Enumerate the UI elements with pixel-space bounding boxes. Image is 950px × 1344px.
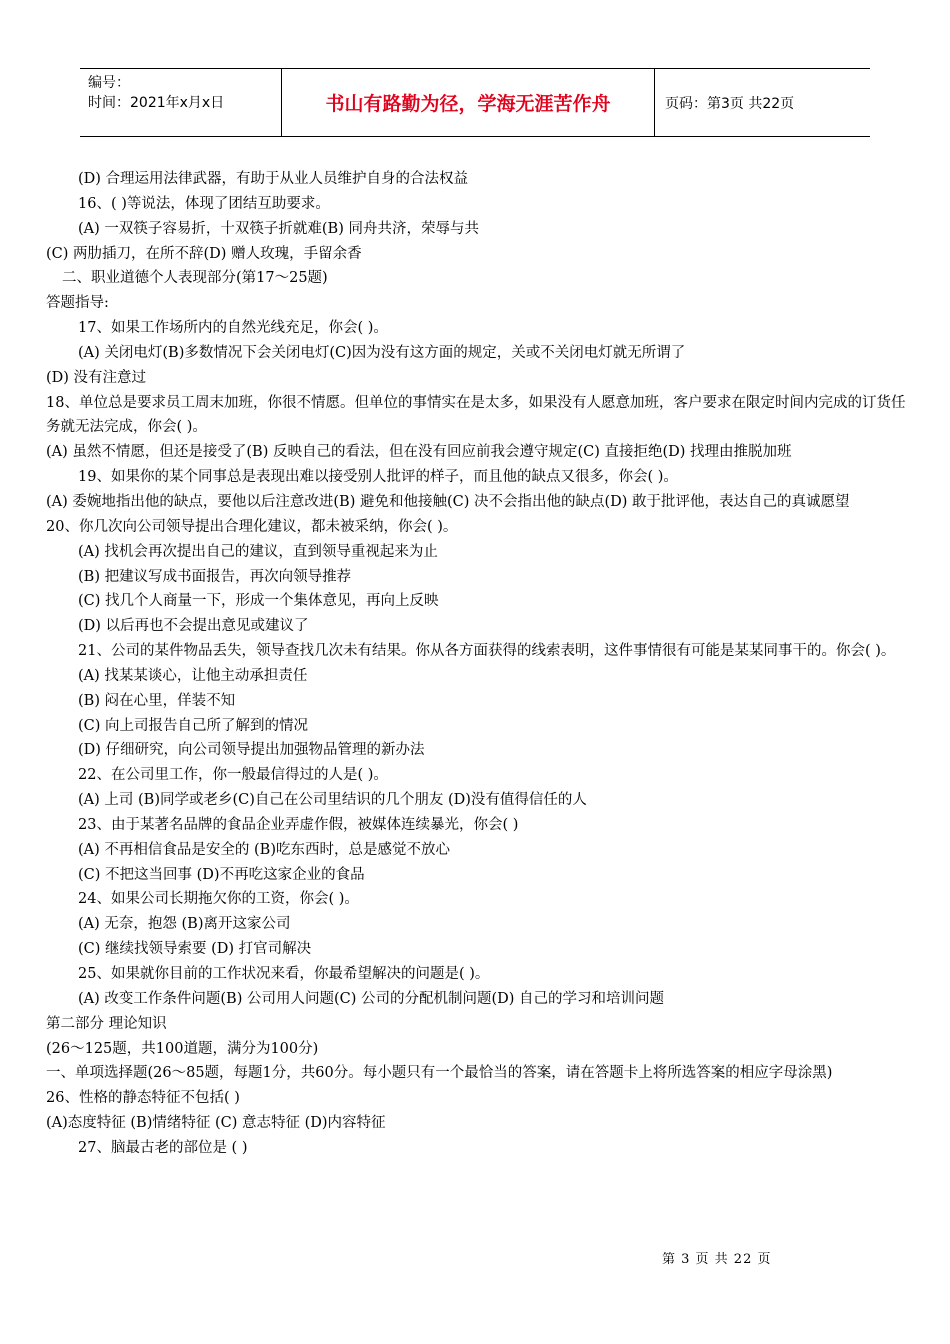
question-27: 27、脑最古老的部位是 ( ) [78,1139,248,1156]
question-21: 21、公司的某件物品丢失，领导查找几次未有结果。你从各方面获得的线索表明，这件事情很有可能是某某同事干的。你会( )。 [78,643,896,660]
option-line: (C) 找几个人商量一下，形成一个集体意见，再向上反映 [78,593,439,610]
header-page-label: 页码：第3页 共22页 [665,95,795,112]
option-line: (A) 找某某谈心，让他主动承担责任 [78,667,308,684]
option-line: (A) 找机会再次提出自己的建议，直到领导重视起来为止 [78,543,438,560]
option-line: (C) 向上司报告自己所了解到的情况 [78,717,309,734]
doc-code-label: 编号： [88,75,130,91]
option-line: (A) 关闭电灯(B)多数情况下会关闭电灯(C)因为没有这方面的规定，关或不关闭电灯就无所谓了 [78,344,686,361]
option-line: (A)态度特征 (B)情绪特征 (C) 意志特征 (D)内容特征 [46,1115,386,1132]
page-footer: 第 3 页 共 22 页 [662,1252,772,1267]
page-header [80,68,870,137]
question-24: 24、如果公司长期拖欠你的工资，你会( )。 [78,891,359,908]
option-line: (A) 一双筷子容易折，十双筷子折就难(B) 同舟共济，荣辱与共 [78,220,479,237]
instruction-label: 答题指导: [46,295,109,312]
option-line: (C) 继续找领导索要 (D) 打官司解决 [78,941,312,958]
option-line: (A) 改变工作条件问题(B) 公司用人问题(C) 公司的分配机制问题(D) 自己的学习和培训问题 [78,990,665,1007]
option-line: (A) 上司 (B)同学或老乡(C)自己在公司里结识的几个朋友 (D)没有值得信任的人 [78,792,587,809]
question-20: 20、你几次向公司领导提出合理化建议，都未被采纳，你会( )。 [46,518,458,535]
question-26: 26、性格的静态特征不包括( ) [46,1090,240,1107]
option-line: (A) 委婉地指出他的缺点，要他以后注意改进(B) 避免和他接触(C) 决不会指出他的缺点(D) 敢于批评他，表达自己的真诚愿望 [46,493,850,510]
option-line: (A) 无奈，抱怨 (B)离开这家公司 [78,916,291,933]
question-25: 25、如果就你目前的工作状况来看，你最希望解决的问题是( )。 [78,966,490,982]
option-line: (B) 把建议写成书面报告，再次向领导推荐 [78,568,352,585]
option-line: (A) 不再相信食品是安全的 (B)吃东西时，总是感觉不放心 [78,841,450,858]
option-line: (A) 虽然不情愿，但还是接受了(B) 反映自己的看法，但在没有回应前我会遵守规定(C) 直接拒绝(D) 找理由推脱加班 [46,444,792,461]
option-line: (C) 两肋插刀，在所不辞(D) 赠人玫瑰，手留余香 [46,245,362,262]
question-18: 18、单位总是要求员工周末加班，你很不情愿。但单位的事情实在是太多，如果没有人愿意加班，客户要求在限定时间内完成的订货任务就无法完成，你会( )。 [46,394,906,436]
option-line: (D) 以后再也不会提出意见或建议了 [78,618,309,635]
text-line: (D) 合理运用法律武器，有助于从业人员维护自身的合法权益 [78,171,469,187]
question-22: 22、在公司里工作，你一般最信得过的人是( )。 [78,767,388,784]
header-meta [80,69,282,136]
part-heading: 第二部分 理论知识 [46,1015,167,1032]
option-line: (C) 不把这当回事 (D)不再吃这家企业的食品 [78,866,365,883]
doc-time-label: 时间：2021年x月x日 [88,95,225,111]
document-body [46,167,908,1161]
option-line: (B) 闷在心里，佯装不知 [78,692,236,709]
section-heading: 二、职业道德个人表现部分(第17～25题) [62,270,328,287]
question-23: 23、由于某著名品牌的食品企业弄虚作假，被媒体连续暴光，你会( ) [78,816,519,833]
question-17: 17、如果工作场所内的自然光线充足，你会( )。 [78,320,388,337]
option-line: (D) 仔细研究，向公司领导提出加强物品管理的新办法 [78,742,425,759]
header-motto: 书山有路勤为径，学海无涯苦作舟 [282,69,655,136]
question-16: 16、( )等说法，体现了团结互助要求。 [78,195,330,212]
part-subheading: (26～125题，共100道题，满分为100分) [46,1040,319,1057]
section-heading: 一、单项选择题(26～85题，每题1分，共60分。每小题只有一个最恰当的答案，请在答题卡上将所选答案的相应字母涂黑) [46,1065,833,1082]
question-19: 19、如果你的某个同事总是表现出难以接受别人批评的样子，而且他的缺点又很多，你会( )。 [78,469,678,486]
option-line: (D) 没有注意过 [46,369,147,386]
